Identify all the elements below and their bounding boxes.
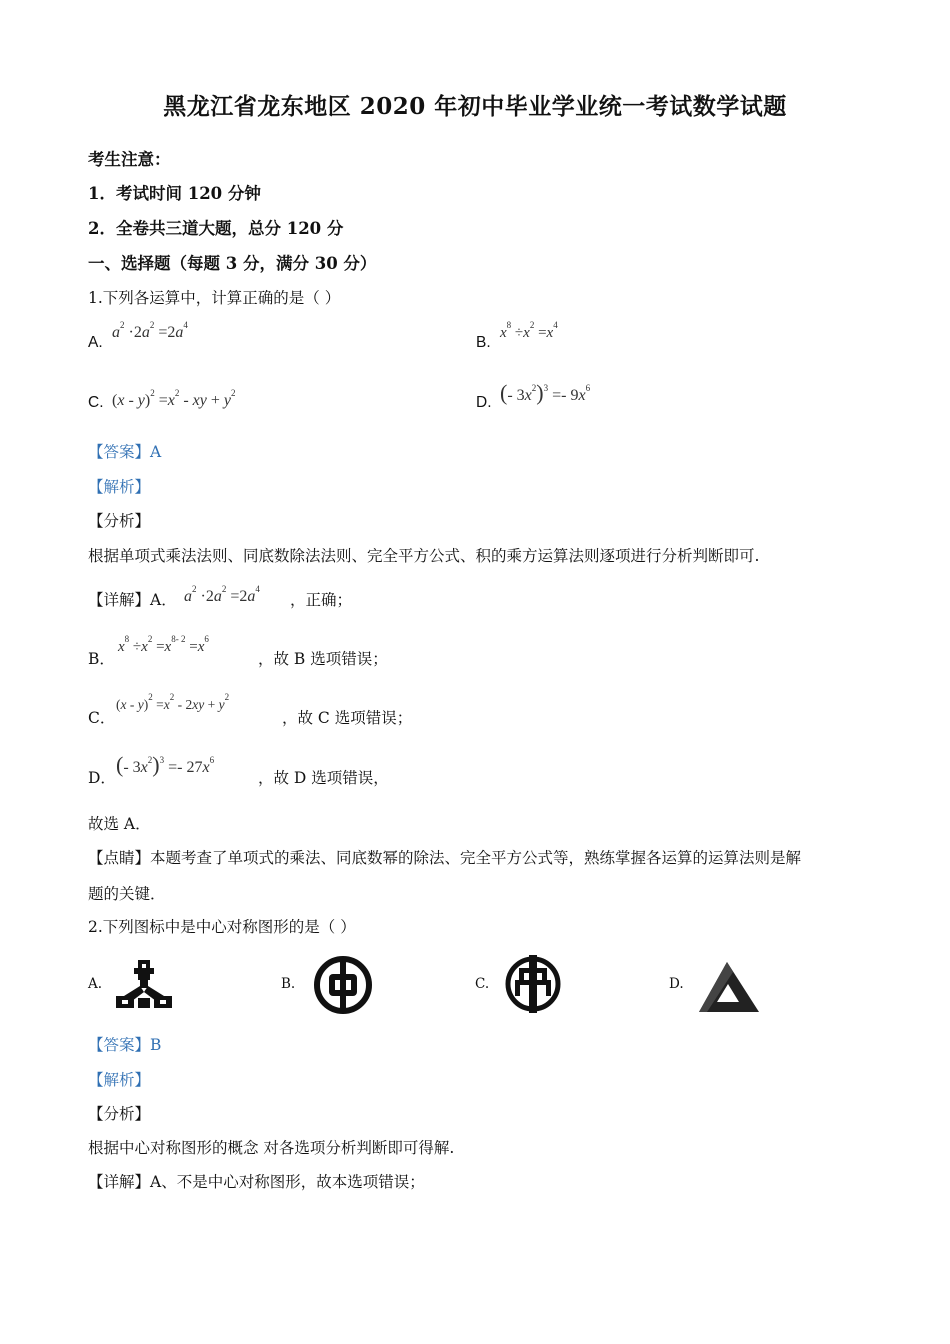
q2-answer: 【答案】B — [88, 1036, 162, 1054]
q2-option-a-label: A. — [88, 976, 103, 992]
q1-detail-a-suffix: ，正确； — [290, 591, 353, 609]
q1-analysis: 根据单项式乘法法则、同底数除法法则、完全平方公式、积的乘方运算法则逐项进行分析判断即可. — [88, 547, 760, 565]
q1-detail-b-label: B． — [88, 650, 115, 668]
q1-detail-a-formula: $a^2 \cdot 2a^2 =2a^4$ — [184, 584, 260, 605]
option-d-formula: (- $3x^2)^3 =- 9x^6$ — [500, 380, 591, 405]
page-title: 黑龙江省龙东地区 2020 年初中毕业学业统一考试数学试题 — [163, 93, 787, 120]
q1-detail-b-suffix: ，故 B 选项错误； — [258, 650, 388, 668]
q1-detail-c-label: C． — [88, 709, 116, 727]
q1-dianjing-line1: 【点睛】本题考查了单项式的乘法、同底数幂的除法、完全平方公式等，熟练掌握各运算的运算法则是解 — [88, 849, 802, 867]
q2-option-c-label: C. — [475, 976, 490, 992]
q1-jiexi-label: 【解析】 — [88, 478, 151, 496]
q1-detail-c-formula: $(x - y)^2 =x^2 - 2xy + y^2$ — [116, 692, 230, 712]
q1-detail-b-formula: $x^8 \div x^2 =x^{8- 2} =x^6$ — [118, 634, 209, 655]
q1-detail-d-formula: (- $3x^2)^3 =- 27x^6$ — [116, 752, 215, 777]
agricultural-bank-logo-icon — [503, 952, 563, 1016]
triangle-logo-icon — [697, 960, 761, 1016]
question-2-stem: 2.下列图标中是中心对称图形的是（ ） — [88, 918, 356, 936]
q1-detail-d-label: D． — [88, 769, 116, 787]
option-a-formula: $a^2 \cdot 2a^2 =2a^4$ — [112, 320, 188, 341]
q1-fenxi-label: 【分析】 — [88, 512, 151, 530]
notice-item-time: 1．考试时间 120 分钟 — [88, 184, 261, 203]
option-c-label: C. — [88, 394, 104, 411]
option-a-label: A. — [88, 334, 103, 351]
q2-option-b-label: B. — [281, 976, 296, 992]
notice-heading: 考生注意： — [88, 150, 171, 169]
option-b-label: B. — [476, 334, 491, 351]
bank-of-china-logo-icon — [312, 954, 374, 1016]
section-heading: 一、选择题（每题 3 分，满分 30 分） — [88, 254, 377, 273]
q1-detail-d-suffix: ，故 D 选项错误， — [258, 769, 389, 787]
q2-detail-a: 【详解】A、不是中心对称图形，故本选项错误； — [88, 1173, 425, 1191]
q2-option-d-label: D. — [669, 976, 684, 992]
option-c-formula: $(x - y)^2 =x^2$ - xy + $y^2$ — [112, 388, 236, 409]
notice-item-score: 2．全卷共三道大题，总分 120 分 — [88, 219, 344, 238]
three-arm-logo-icon — [114, 958, 174, 1012]
question-1-stem: 1.下列各运算中，计算正确的是（ ） — [88, 289, 341, 307]
option-d-label: D. — [476, 394, 492, 411]
q1-answer: 【答案】A — [88, 443, 162, 461]
q2-fenxi-label: 【分析】 — [88, 1105, 151, 1123]
q2-jiexi-label: 【解析】 — [88, 1071, 151, 1089]
q1-detail-a-prefix: 【详解】A． — [88, 591, 177, 609]
q1-detail-c-suffix: ，故 C 选项错误； — [282, 709, 413, 727]
option-b-formula: $x^8 \div x^2 =x^4$ — [500, 320, 558, 341]
q1-dianjing-line2: 题的关键． — [88, 885, 166, 903]
q1-conclusion: 故选 A． — [88, 815, 151, 833]
q2-analysis: 根据中心对称图形的概念 对各选项分析判断即可得解. — [88, 1139, 455, 1157]
